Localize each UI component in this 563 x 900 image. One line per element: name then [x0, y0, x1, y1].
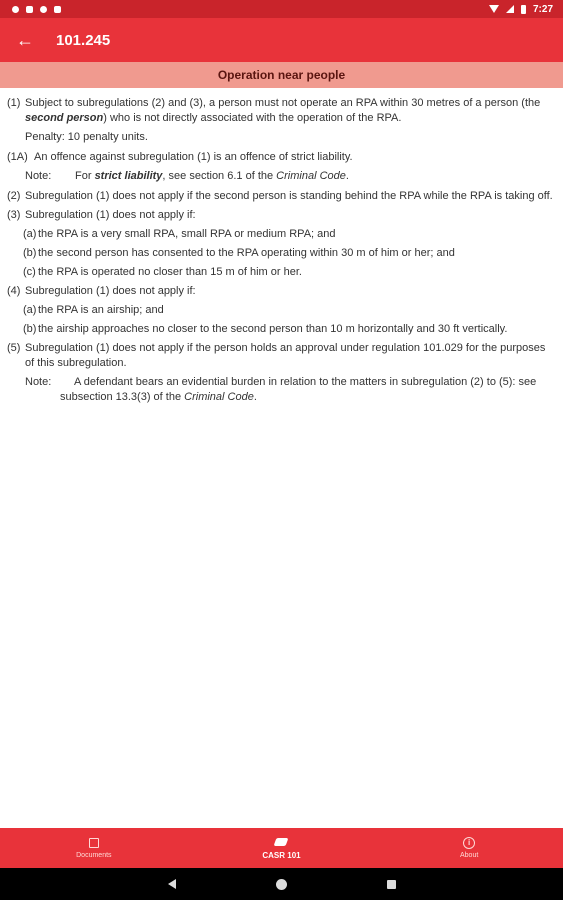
subregulation-number: (1)	[7, 97, 21, 109]
system-back-icon[interactable]	[168, 879, 176, 889]
wifi-icon	[489, 5, 499, 13]
act-name: Criminal Code	[184, 391, 254, 403]
subregulation-number: (4)	[7, 285, 21, 297]
regulation-content	[0, 96, 563, 410]
subregulation-1	[0, 96, 563, 126]
subregulation-number: (2)	[7, 190, 21, 202]
paragraph-number: (b)	[23, 323, 37, 335]
system-navigation-bar	[0, 868, 563, 900]
paragraph-item	[0, 265, 563, 280]
nav-about[interactable]	[409, 837, 529, 859]
signal-icon	[506, 5, 514, 13]
subregulation-text: An offence against subregulation (1) is an offence of strict liability.	[34, 151, 353, 163]
penalty-text: Penalty: 10 penalty units.	[25, 131, 148, 143]
paragraph-number: (b)	[23, 247, 37, 259]
subregulation-number: (1A)	[7, 151, 28, 163]
subregulation-text: ) who is not directly associated with the operation of the RPA.	[103, 112, 402, 124]
section-header	[0, 62, 563, 88]
paragraph-text: the second person has consented to the RPA operating within 30 m of him or her; and	[38, 247, 455, 259]
paragraph-number: (a)	[23, 304, 37, 316]
back-button[interactable]	[0, 18, 50, 62]
notification-icon	[26, 6, 33, 13]
defined-term: strict liability	[94, 170, 163, 182]
note-label: Note:	[25, 170, 52, 182]
note-text: .	[253, 391, 257, 403]
nav-documents[interactable]	[34, 837, 154, 859]
system-recents-icon[interactable]	[387, 880, 396, 889]
bottom-navigation	[0, 828, 563, 868]
documents-icon	[88, 837, 100, 849]
subregulation-number: (3)	[7, 209, 21, 221]
notification-icon	[12, 6, 19, 13]
note-label: Note:	[25, 376, 52, 388]
subregulation-text: Subregulation (1) does not apply if the second person is standing behind the RPA while the RPA is taking off.	[25, 190, 553, 202]
subregulation-1a	[0, 150, 563, 165]
page-title: 101.245	[56, 31, 111, 49]
subregulation-4	[0, 284, 563, 299]
subregulation-text: Subregulation (1) does not apply if:	[25, 209, 196, 221]
subregulation-3	[0, 208, 563, 223]
notification-icon	[54, 6, 61, 13]
subregulation-text: Subregulation (1) does not apply if:	[25, 285, 196, 297]
paragraph-item	[0, 303, 563, 318]
defined-term: second person	[25, 112, 104, 124]
status-time: 7:27	[532, 3, 553, 15]
paragraph-number: (a)	[23, 228, 37, 240]
paragraph-item	[0, 246, 563, 261]
info-icon: i	[463, 837, 475, 849]
subregulation-number: (5)	[7, 342, 21, 354]
subregulation-5	[0, 341, 563, 371]
paragraph-text: the RPA is operated no closer than 15 m of him or her.	[38, 266, 302, 278]
section-title: Operation near people	[217, 68, 346, 82]
subregulation-2	[0, 189, 563, 204]
app-bar	[0, 18, 563, 62]
paragraph-number: (c)	[23, 266, 36, 278]
paragraph-text: the airship approaches no closer to the second person than 10 m horizontally and 30 ft vertically.	[38, 323, 508, 335]
nav-label: About	[459, 852, 479, 859]
battery-icon	[521, 5, 526, 14]
note	[0, 375, 563, 405]
note	[0, 169, 563, 184]
note-text: , see section 6.1 of the	[162, 170, 277, 182]
nav-casr-101[interactable]	[221, 836, 341, 860]
gavel-icon	[275, 836, 287, 848]
paragraph-text: the RPA is a very small RPA, small RPA or medium RPA; and	[38, 228, 336, 240]
status-notifications	[12, 6, 61, 13]
note-text: .	[345, 170, 349, 182]
paragraph-item	[0, 227, 563, 242]
paragraph-item	[0, 322, 563, 337]
nav-label: CASR 101	[262, 851, 301, 860]
subregulation-text: Subject to subregulations (2) and (3), a person must not operate an RPA within 30 metres of a person (the	[25, 97, 541, 109]
system-home-icon[interactable]	[276, 879, 287, 890]
paragraph-text: the RPA is an airship; and	[38, 304, 164, 316]
status-bar	[0, 0, 563, 18]
note-text: A defendant bears an evidential burden in relation to the matters in subregulation (2) to (5): see subsection 13.3(3) of the	[60, 376, 537, 403]
note-text: For	[75, 170, 95, 182]
status-system-icons	[489, 4, 553, 15]
arrow-left-icon: ←	[16, 29, 34, 50]
nav-label: Documents	[76, 852, 112, 859]
subregulation-text: Subregulation (1) does not apply if the person holds an approval under regulation 101.029 for the purposes of this subregulation.	[25, 342, 546, 369]
notification-icon	[40, 6, 47, 13]
act-name: Criminal Code	[276, 170, 346, 182]
